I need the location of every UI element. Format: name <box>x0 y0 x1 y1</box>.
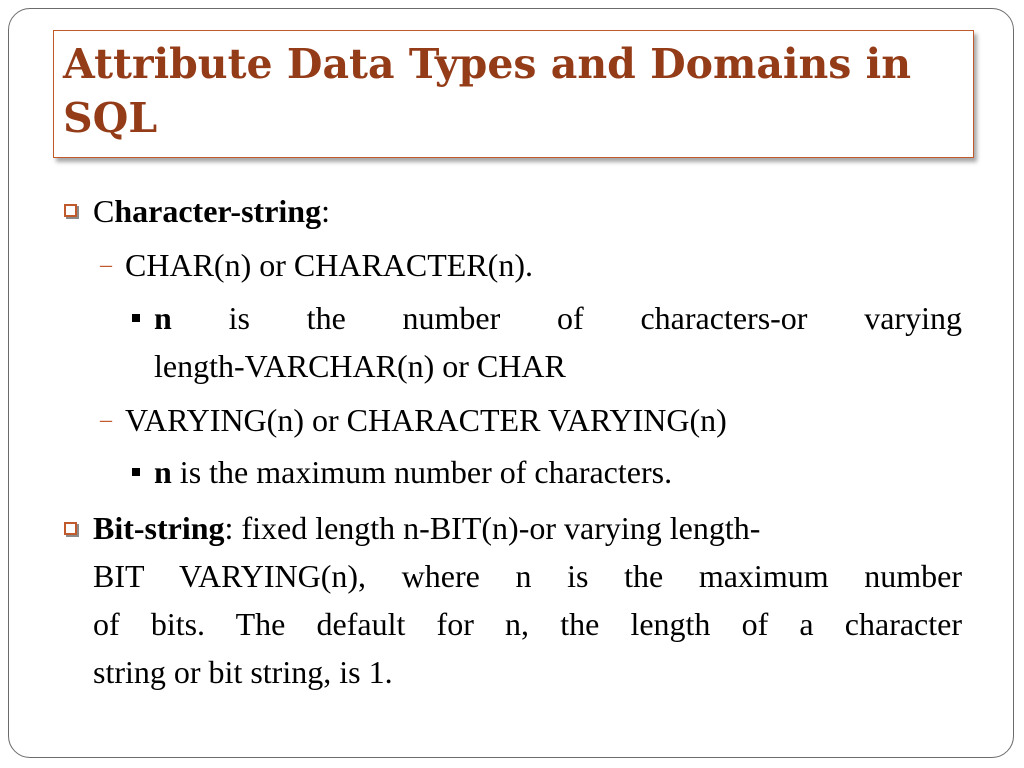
word: characters-or <box>640 300 808 336</box>
filled-square-bullet-icon <box>132 314 140 322</box>
n-max-item <box>154 452 672 492</box>
charstring-term: haracter-string <box>114 193 322 229</box>
filled-square-bullet-icon <box>132 468 140 476</box>
n-number-line1 <box>154 298 962 338</box>
charstring-initial: C <box>93 193 115 229</box>
en-dash-bullet-icon: – <box>100 252 112 278</box>
n-variable: n <box>154 300 172 336</box>
slide-title: Attribute Data Types and Domains in SQL <box>63 40 912 142</box>
word: varying <box>864 300 962 336</box>
bitstring-line2: BIT VARYING(n), where n is the maximum number <box>93 558 962 594</box>
varying-n-item: VARYING(n) or CHARACTER VARYING(n) <box>125 402 727 438</box>
bitstring-line4: string or bit string, is 1. <box>93 654 393 690</box>
bitstring-line1-text: : fixed length n-BIT(n)-or varying length- <box>224 510 761 546</box>
word: is <box>228 300 250 336</box>
charstring-heading <box>93 191 330 231</box>
bitstring-line1 <box>93 508 760 548</box>
n-max-text: is the maximum number of characters. <box>171 454 673 490</box>
charstring-colon: : <box>321 193 330 229</box>
hollow-square-bullet-icon <box>64 522 77 535</box>
word: the <box>306 300 346 336</box>
bitstring-term: Bit-string <box>93 510 225 546</box>
bitstring-line3: of bits. The default for n, the length of a character <box>93 606 962 642</box>
en-dash-bullet-icon: – <box>100 407 112 433</box>
word: of <box>557 300 584 336</box>
hollow-square-bullet-icon <box>64 204 77 217</box>
char-n-item: CHAR(n) or CHARACTER(n). <box>125 247 533 283</box>
word: number <box>402 300 501 336</box>
n-number-line2: length-VARCHAR(n) or CHAR <box>154 348 566 384</box>
n-variable: n <box>154 454 172 490</box>
